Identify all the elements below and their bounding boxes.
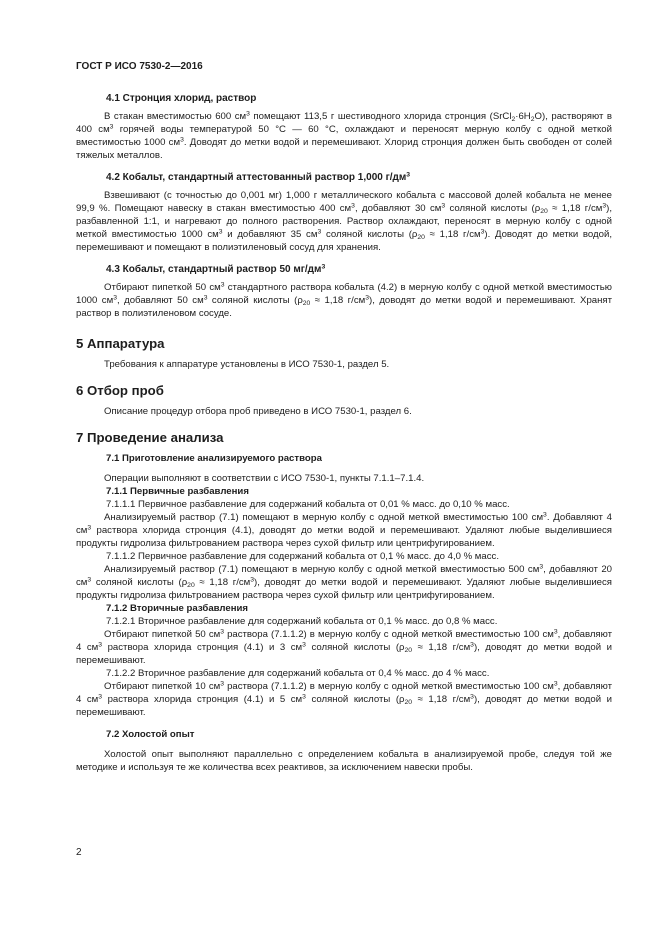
heading-4-1: 4.1 Стронция хлорид, раствор <box>106 93 257 104</box>
paragraph-7-1-1-1: Анализируемый раствор (7.1) помещают в мерную колбу с одной меткой вместимостью 100 $см^3$. Добавляют 4 $см^3$ раствора хлорида стронция (4.1), доводят до метки водой и перемешивают. Удаляют любые выделившиеся продукты гидролиза фильтрованием раствора через сухой фильтр или центрифугированием. <box>76 511 612 549</box>
paragraph-7-1-2-2: Отбирают пипеткой 10 $см^3$ раствора (7.1.1.2) в мерную колбу с одной меткой вместимостью 100 $см^3$, добавляют 4 $см^3$ раствора хлорида стронция (4.1) и 5 $см^3$ соляной кислоты ($\rho_{20} \approx 1,18$ $г/см^3$), доводят до метки водой и перемешивают. <box>76 680 612 718</box>
paragraph-4-1: В стакан вместимостью 600 $см^3$ помещают 113,5 г шестиводного хлорида стронция $(SrCl_2\cdot 6H_2O)$, растворяют в 400 $см^3$ горячей воды температурой 50 °С — 60 °С, охлаждают и переносят мерную колбу с одной меткой вместимостью 1000 $см^3$. Доводят до метки водой и перемешивают. Хлорид стронция должен быть свободен от солей тяжелых металлов. <box>76 110 612 161</box>
heading-7-1-1-2: 7.1.1.2 Первичное разбавление для содержаний кобальта от 0,1 % масс. до 4,0 % масс. <box>106 551 499 562</box>
heading-7-1-2-2: 7.1.2.2 Вторичное разбавление для содержаний кобальта от 0,4 % масс. до 4 % масс. <box>106 668 490 679</box>
heading-7-1-2: 7.1.2 Вторичные разбавления <box>106 603 249 614</box>
paragraph-5: Требования к аппаратуре установлены в ИСО 7530-1, раздел 5. <box>104 359 390 370</box>
heading-5: 5 Аппаратура <box>76 336 165 351</box>
heading-6: 6 Отбор проб <box>76 383 164 398</box>
page-number: 2 <box>76 847 82 858</box>
heading-7-1-1: 7.1.1 Первичные разбавления <box>106 486 249 497</box>
paragraph-4-3: Отбирают пипеткой 50 $см^3$ стандартного раствора кобальта (4.2) в мерную колбу с одной меткой вместимостью 1000 $см^3$, добавляют 50 $см^3$ соляной кислоты ($\rho_{20} \approx 1,18$ $г/см^3$), доводят до метки водой и перемешивают. Хранят раствор в полиэтиленовом сосуде. <box>76 281 613 319</box>
heading-7: 7 Проведение анализа <box>76 430 224 445</box>
paragraph-6: Описание процедур отбора проб приведено в ИСО 7530-1, раздел 6. <box>104 406 412 417</box>
document-header: ГОСТ Р ИСО 7530-2—2016 <box>76 61 203 72</box>
paragraph-7-1-2-1: Отбирают пипеткой 50 $см^3$ раствора (7.1.1.2) в мерную колбу с одной меткой вместимостью 100 $см^3$, добавляют 4 $см^3$ раствора хлорида стронция (4.1) и 3 $см^3$ соляной кислоты ($\rho_{20} \approx 1,18$ $г/см^3$), доводят до метки водой и перемешивают. <box>76 628 612 666</box>
paragraph-7-1: Операции выполняют в соответствии с ИСО 7530-1, пункты 7.1.1–7.1.4. <box>104 473 425 484</box>
heading-7-1-1-1: 7.1.1.1 Первичное разбавление для содержаний кобальта от 0,01 % масс. до 0,10 % масс. <box>106 499 510 510</box>
heading-7-2: 7.2 Холостой опыт <box>106 729 195 740</box>
paragraph-7-1-1-2: Анализируемый раствор (7.1) помещают в мерную колбу с одной меткой вместимостью 500 $см^3$, добавляют 20 $см^3$ соляной кислоты ($\rho_{20} \approx 1,18$ $г/см^3$), доводят до метки водой и перемешивают. Удаляют любые выделившиеся продукты гидролиза фильтрованием раствора через сухой фильтр или центрифугированием. <box>76 563 613 601</box>
paragraph-4-2: Взвешивают (с точностью до 0,001 мг) 1,000 г металлического кобальта с массовой долей кобальта не менее 99,9 %. Помещают навеску в стакан вместимостью 400 $см^3$, добавляют 30 $см^3$ соляной кислоты ($\rho_{20} \approx 1,18$ $г/см^3$), разбавленной 1:1, и нагревают до полного растворения. Раствор охлаждают, переносят в мерную колбу с одной меткой вместимостью 1000 $см^3$ и добавляют 35 $см^3$ соляной кислоты ($\rho_{20} \approx 1,18$ $г/см^3$). Доводят до метки водой, перемешивают и помещают в полиэтиленовый сосуд для хранения. <box>76 190 613 253</box>
heading-7-1: 7.1 Приготовление анализируемого раствора <box>106 453 322 464</box>
heading-7-1-2-1: 7.1.2.1 Вторичное разбавление для содержаний кобальта от 0,1 % масс. до 0,8 % масс. <box>106 616 498 627</box>
heading-4-3: 4.3 Кобальт, стандартный раствор 50 $мг/дм^3$ <box>106 263 326 275</box>
paragraph-7-2: Холостой опыт выполняют параллельно с определением кобальта в анализируемой пробе, следуя той же методике и используя те же количества всех реактивов, за исключением навески пробы. <box>76 749 612 773</box>
heading-4-2: 4.2 Кобальт, стандартный аттестованный раствор 1,000 $г/дм^3$ <box>106 171 411 183</box>
